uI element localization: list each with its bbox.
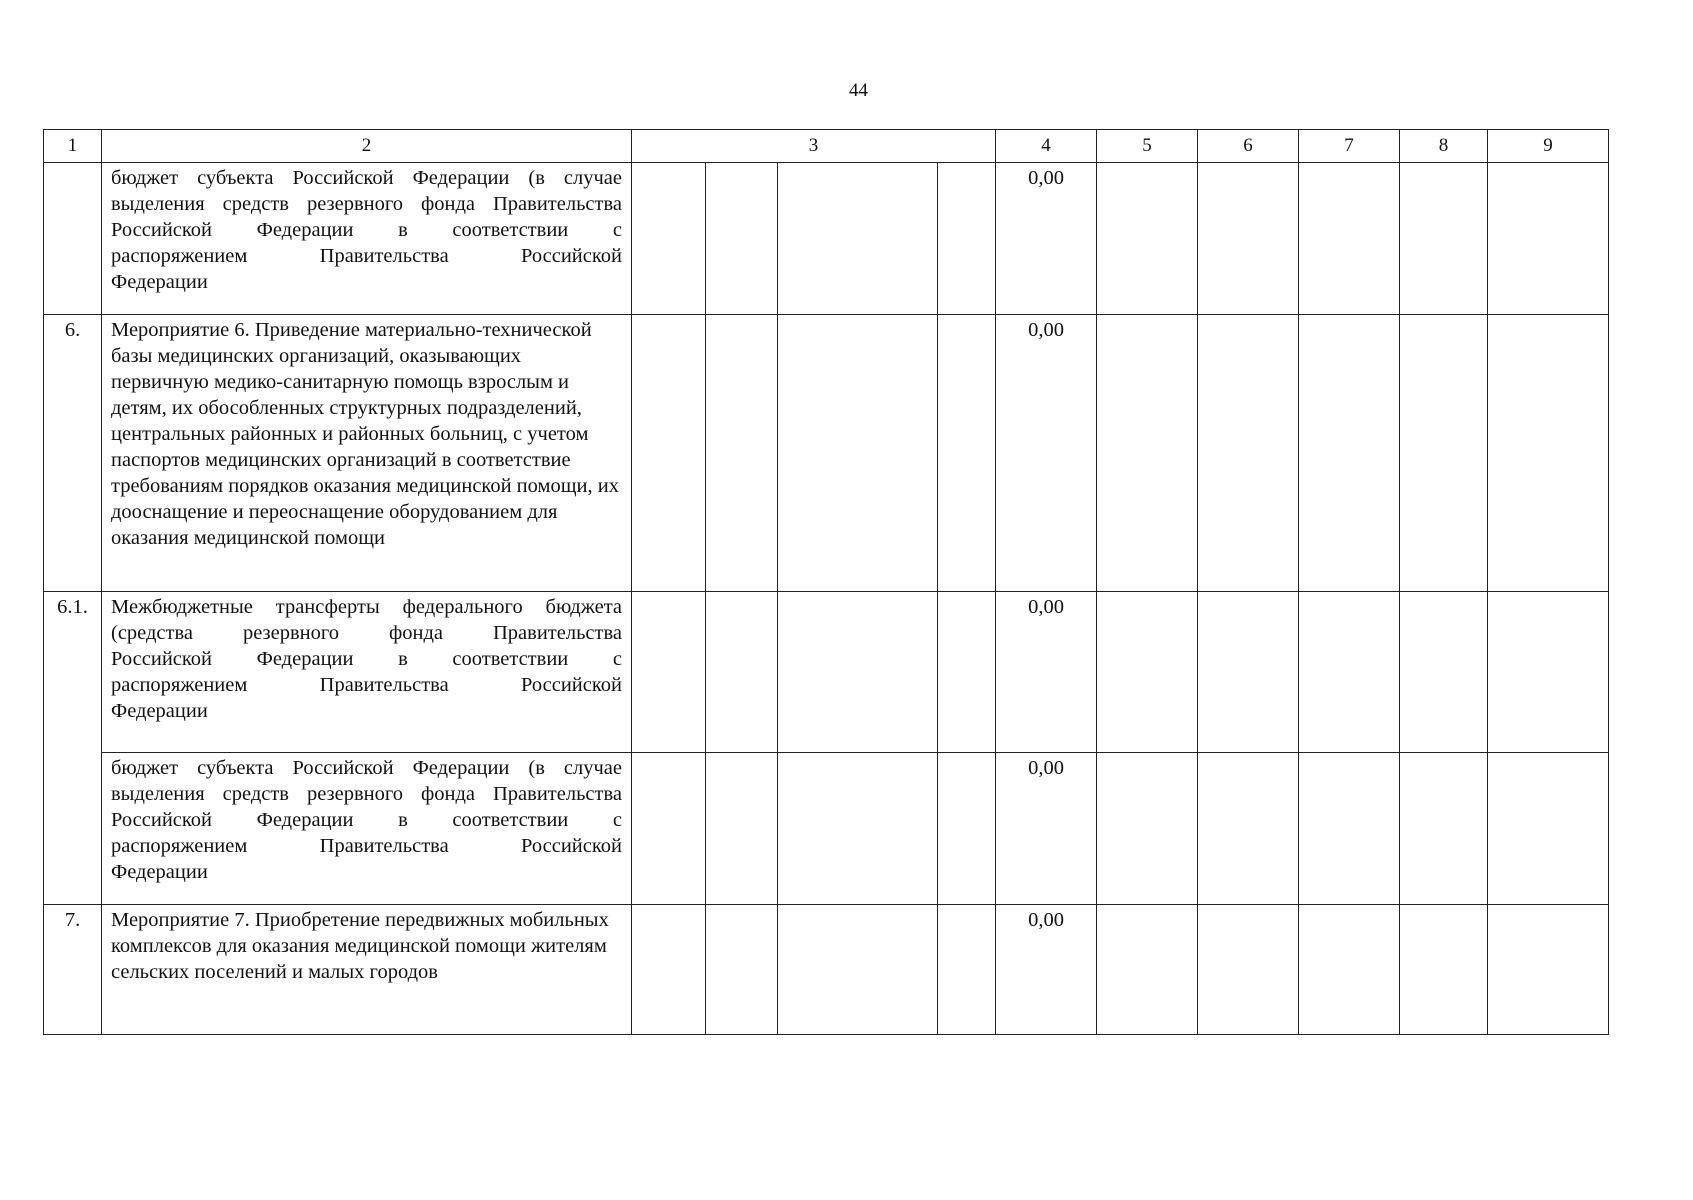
row-description-line: Российской Федерации в соответствии с — [111, 219, 622, 241]
header-cell-3: 3 — [632, 130, 996, 163]
empty-cell — [632, 753, 706, 905]
empty-cell — [1097, 592, 1198, 753]
header-cell-6: 6 — [1198, 130, 1299, 163]
empty-cell — [1198, 753, 1299, 905]
header-cell-1: 1 — [44, 130, 102, 163]
table-row — [44, 315, 1609, 592]
table-header-row — [44, 130, 1609, 163]
empty-cell — [1400, 592, 1488, 753]
table-row — [44, 592, 1609, 753]
row-description — [102, 592, 632, 753]
row-description-line: распоряжением Правительства Российской — [111, 245, 622, 267]
row-value: 0,00 — [996, 905, 1097, 1035]
row-number — [44, 163, 102, 315]
row-description-line: выделения средств резервного фонда Правительства — [111, 193, 622, 215]
empty-cell — [1299, 163, 1400, 315]
row-description-line: Российской Федерации в соответствии с — [111, 809, 622, 831]
empty-cell — [1299, 592, 1400, 753]
empty-cell — [938, 905, 996, 1035]
row-description: Мероприятие 6. Приведение материально-технической базы медицинских организаций, оказывающих первичную медико-санитарную помощь взрослым и детям, их обособленных структурных подразделений, центральных районных и районных больниц, с учетом паспортов медицинских организаций в соответствие требованиям порядков оказания медицинской помощи, их дооснащение и переоснащение оборудованием для оказания медицинской помощи — [102, 315, 632, 592]
row-description-line: Межбюджетные трансферты федерального бюджета — [111, 596, 622, 618]
header-cell-5: 5 — [1097, 130, 1198, 163]
header-cell-4: 4 — [996, 130, 1097, 163]
row-value: 0,00 — [996, 753, 1097, 905]
empty-cell — [632, 315, 706, 592]
empty-cell — [778, 753, 938, 905]
row-description-line: (средства резервного фонда Правительства — [111, 622, 622, 644]
row-number: 7. — [44, 905, 102, 1035]
empty-cell — [1097, 905, 1198, 1035]
header-cell-7: 7 — [1299, 130, 1400, 163]
page-number: 44 — [849, 80, 868, 101]
empty-cell — [778, 592, 938, 753]
row-description-line: бюджет субъекта Российской Федерации (в случае — [111, 167, 622, 189]
header-cell-9: 9 — [1488, 130, 1609, 163]
empty-cell — [706, 905, 778, 1035]
row-number — [44, 753, 102, 905]
empty-cell — [1400, 905, 1488, 1035]
row-description-line: выделения средств резервного фонда Правительства — [111, 783, 622, 805]
row-number: 6.1. — [44, 592, 102, 753]
empty-cell — [1488, 753, 1609, 905]
empty-cell — [706, 315, 778, 592]
empty-cell — [1299, 753, 1400, 905]
empty-cell — [778, 315, 938, 592]
row-description — [102, 753, 632, 905]
empty-cell — [938, 592, 996, 753]
empty-cell — [1488, 163, 1609, 315]
row-number: 6. — [44, 315, 102, 592]
row-description-last-line: Федерации — [111, 861, 208, 883]
empty-cell — [1198, 905, 1299, 1035]
empty-cell — [632, 163, 706, 315]
row-description-line: распоряжением Правительства Российской — [111, 674, 622, 696]
empty-cell — [706, 753, 778, 905]
empty-cell — [706, 163, 778, 315]
header-cell-8: 8 — [1400, 130, 1488, 163]
table-row — [44, 163, 1609, 315]
empty-cell — [706, 592, 778, 753]
table-row — [44, 753, 1609, 905]
empty-cell — [1400, 315, 1488, 592]
empty-cell — [938, 315, 996, 592]
empty-cell — [1097, 315, 1198, 592]
empty-cell — [1299, 315, 1400, 592]
row-description-line: распоряжением Правительства Российской — [111, 835, 622, 857]
empty-cell — [1198, 315, 1299, 592]
empty-cell — [1299, 905, 1400, 1035]
header-cell-2: 2 — [102, 130, 632, 163]
empty-cell — [938, 163, 996, 315]
empty-cell — [778, 905, 938, 1035]
row-description-last-line: Федерации — [111, 271, 208, 293]
empty-cell — [632, 592, 706, 753]
empty-cell — [1198, 592, 1299, 753]
row-value: 0,00 — [996, 592, 1097, 753]
empty-cell — [1488, 315, 1609, 592]
empty-cell — [1400, 753, 1488, 905]
row-value: 0,00 — [996, 315, 1097, 592]
row-description-last-line: Федерации — [111, 700, 208, 722]
empty-cell — [1400, 163, 1488, 315]
budget-table — [43, 129, 1609, 1035]
row-value: 0,00 — [996, 163, 1097, 315]
row-description — [102, 163, 632, 315]
empty-cell — [1198, 163, 1299, 315]
empty-cell — [778, 163, 938, 315]
empty-cell — [632, 905, 706, 1035]
empty-cell — [938, 753, 996, 905]
empty-cell — [1097, 163, 1198, 315]
empty-cell — [1488, 592, 1609, 753]
row-description: Мероприятие 7. Приобретение передвижных мобильных комплексов для оказания медицинской помощи жителям сельских поселений и малых городов — [102, 905, 632, 1035]
table-row — [44, 905, 1609, 1035]
empty-cell — [1488, 905, 1609, 1035]
row-description-line: бюджет субъекта Российской Федерации (в случае — [111, 757, 622, 779]
row-description-line: Российской Федерации в соответствии с — [111, 648, 622, 670]
empty-cell — [1097, 753, 1198, 905]
